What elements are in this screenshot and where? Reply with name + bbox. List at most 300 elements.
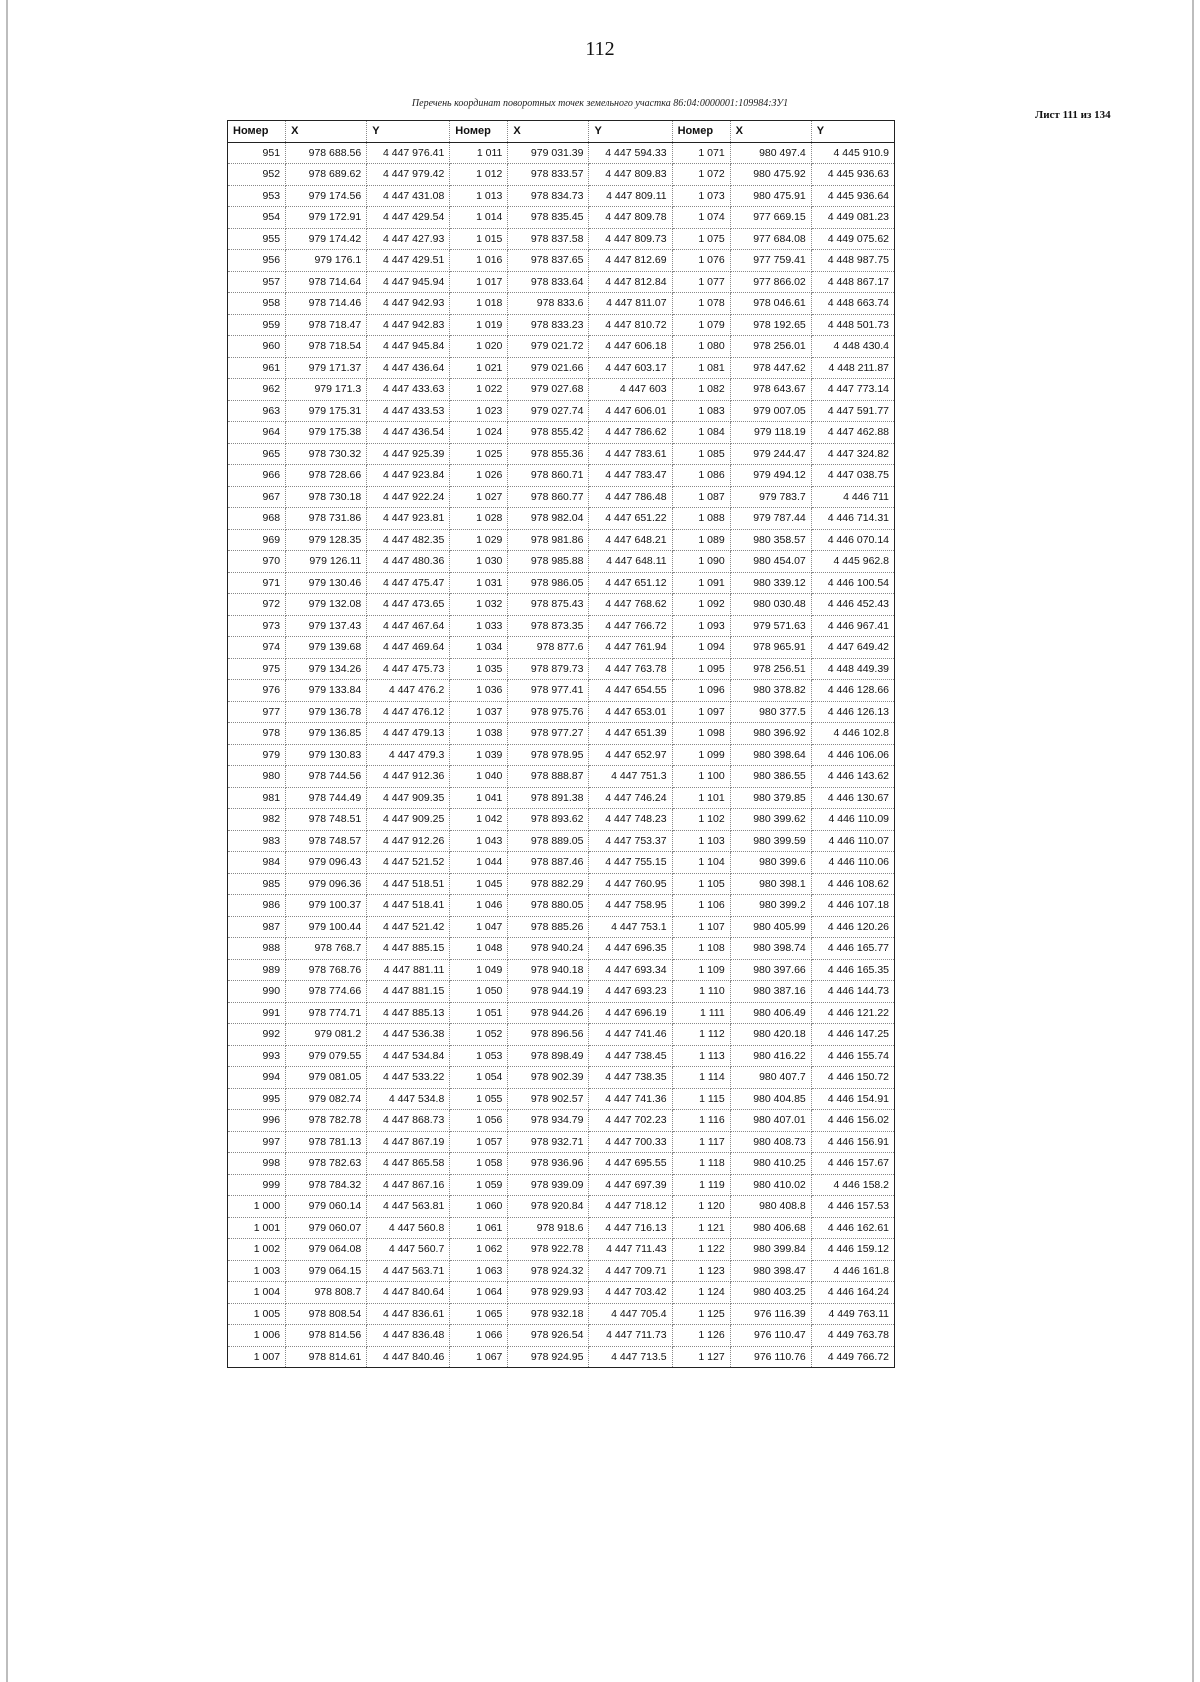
point-number: 983 <box>228 830 286 852</box>
point-number: 1 003 <box>228 1260 286 1282</box>
scan-edge-right <box>1192 0 1194 1682</box>
x-coordinate: 980 408.8 <box>730 1196 811 1218</box>
x-coordinate: 978 835.45 <box>508 207 589 229</box>
y-coordinate: 4 447 429.51 <box>367 250 450 272</box>
x-coordinate: 978 837.58 <box>508 228 589 250</box>
y-coordinate: 4 447 652.97 <box>589 744 672 766</box>
y-coordinate: 4 447 741.36 <box>589 1088 672 1110</box>
x-coordinate: 980 398.47 <box>730 1260 811 1282</box>
point-number: 974 <box>228 637 286 659</box>
y-coordinate: 4 447 591.77 <box>811 400 894 422</box>
point-number: 1 101 <box>672 787 730 809</box>
point-number: 1 071 <box>672 142 730 164</box>
x-coordinate: 979 133.84 <box>286 680 367 702</box>
x-coordinate: 979 007.05 <box>730 400 811 422</box>
point-number: 1 113 <box>672 1045 730 1067</box>
table-row <box>228 228 895 250</box>
point-number: 1 019 <box>450 314 508 336</box>
y-coordinate: 4 446 157.53 <box>811 1196 894 1218</box>
x-coordinate: 978 714.64 <box>286 271 367 293</box>
y-coordinate: 4 447 324.82 <box>811 443 894 465</box>
y-coordinate: 4 447 909.25 <box>367 809 450 831</box>
point-number: 992 <box>228 1024 286 1046</box>
point-number: 986 <box>228 895 286 917</box>
x-coordinate: 980 030.48 <box>730 594 811 616</box>
x-coordinate: 980 378.82 <box>730 680 811 702</box>
x-coordinate: 980 406.49 <box>730 1002 811 1024</box>
y-coordinate: 4 447 436.54 <box>367 422 450 444</box>
x-coordinate: 979 130.83 <box>286 744 367 766</box>
y-coordinate: 4 447 881.11 <box>367 959 450 981</box>
x-coordinate: 978 814.56 <box>286 1325 367 1347</box>
y-coordinate: 4 447 748.23 <box>589 809 672 831</box>
y-coordinate: 4 446 108.62 <box>811 873 894 895</box>
y-coordinate: 4 446 126.13 <box>811 701 894 723</box>
y-coordinate: 4 447 786.48 <box>589 486 672 508</box>
y-coordinate: 4 446 128.66 <box>811 680 894 702</box>
x-coordinate: 976 116.39 <box>730 1303 811 1325</box>
x-coordinate: 979 126.11 <box>286 551 367 573</box>
y-coordinate: 4 447 716.13 <box>589 1217 672 1239</box>
x-coordinate: 979 021.72 <box>508 336 589 358</box>
x-coordinate: 978 718.47 <box>286 314 367 336</box>
point-number: 1 074 <box>672 207 730 229</box>
x-coordinate: 978 718.54 <box>286 336 367 358</box>
x-coordinate: 979 060.07 <box>286 1217 367 1239</box>
point-number: 959 <box>228 314 286 336</box>
x-coordinate: 978 888.87 <box>508 766 589 788</box>
y-coordinate: 4 449 075.62 <box>811 228 894 250</box>
x-coordinate: 978 977.27 <box>508 723 589 745</box>
point-number: 963 <box>228 400 286 422</box>
point-number: 1 054 <box>450 1067 508 1089</box>
point-number: 1 053 <box>450 1045 508 1067</box>
point-number: 1 018 <box>450 293 508 315</box>
y-coordinate: 4 447 836.61 <box>367 1303 450 1325</box>
y-coordinate: 4 447 761.94 <box>589 637 672 659</box>
point-number: 1 014 <box>450 207 508 229</box>
x-coordinate: 979 064.15 <box>286 1260 367 1282</box>
point-number: 1 006 <box>228 1325 286 1347</box>
x-coordinate: 980 407.01 <box>730 1110 811 1132</box>
column-header: X <box>508 121 589 143</box>
point-number: 976 <box>228 680 286 702</box>
point-number: 1 043 <box>450 830 508 852</box>
sheet-label: Лист 111 из 134 <box>1035 109 1111 121</box>
y-coordinate: 4 447 711.73 <box>589 1325 672 1347</box>
y-coordinate: 4 447 746.24 <box>589 787 672 809</box>
point-number: 1 082 <box>672 379 730 401</box>
point-number: 1 023 <box>450 400 508 422</box>
table-row <box>228 1110 895 1132</box>
x-coordinate: 980 387.16 <box>730 981 811 1003</box>
point-number: 1 116 <box>672 1110 730 1132</box>
point-number: 1 032 <box>450 594 508 616</box>
point-number: 1 095 <box>672 658 730 680</box>
y-coordinate: 4 447 945.94 <box>367 271 450 293</box>
y-coordinate: 4 447 560.8 <box>367 1217 450 1239</box>
y-coordinate: 4 447 812.69 <box>589 250 672 272</box>
x-coordinate: 978 940.24 <box>508 938 589 960</box>
x-coordinate: 977 669.15 <box>730 207 811 229</box>
table-row <box>228 293 895 315</box>
point-number: 1 125 <box>672 1303 730 1325</box>
x-coordinate: 978 833.6 <box>508 293 589 315</box>
x-coordinate: 979 082.74 <box>286 1088 367 1110</box>
y-coordinate: 4 447 482.35 <box>367 529 450 551</box>
y-coordinate: 4 447 705.4 <box>589 1303 672 1325</box>
x-coordinate: 977 759.41 <box>730 250 811 272</box>
y-coordinate: 4 447 810.72 <box>589 314 672 336</box>
y-coordinate: 4 447 758.95 <box>589 895 672 917</box>
point-number: 1 041 <box>450 787 508 809</box>
x-coordinate: 978 689.62 <box>286 164 367 186</box>
y-coordinate: 4 446 155.74 <box>811 1045 894 1067</box>
table-row <box>228 379 895 401</box>
x-coordinate: 978 896.56 <box>508 1024 589 1046</box>
y-coordinate: 4 447 912.36 <box>367 766 450 788</box>
x-coordinate: 978 808.7 <box>286 1282 367 1304</box>
x-coordinate: 980 358.57 <box>730 529 811 551</box>
y-coordinate: 4 447 594.33 <box>589 142 672 164</box>
y-coordinate: 4 446 110.06 <box>811 852 894 874</box>
point-number: 988 <box>228 938 286 960</box>
x-coordinate: 978 918.6 <box>508 1217 589 1239</box>
y-coordinate: 4 446 159.12 <box>811 1239 894 1261</box>
column-header: Номер <box>450 121 508 143</box>
y-coordinate: 4 446 143.62 <box>811 766 894 788</box>
point-number: 972 <box>228 594 286 616</box>
point-number: 1 091 <box>672 572 730 594</box>
x-coordinate: 978 898.49 <box>508 1045 589 1067</box>
point-number: 977 <box>228 701 286 723</box>
point-number: 1 027 <box>450 486 508 508</box>
y-coordinate: 4 448 501.73 <box>811 314 894 336</box>
x-coordinate: 979 137.43 <box>286 615 367 637</box>
y-coordinate: 4 447 840.46 <box>367 1346 450 1368</box>
point-number: 993 <box>228 1045 286 1067</box>
x-coordinate: 978 192.65 <box>730 314 811 336</box>
table-row <box>228 744 895 766</box>
point-number: 990 <box>228 981 286 1003</box>
y-coordinate: 4 447 473.65 <box>367 594 450 616</box>
x-coordinate: 978 256.01 <box>730 336 811 358</box>
x-coordinate: 980 406.68 <box>730 1217 811 1239</box>
y-coordinate: 4 447 693.23 <box>589 981 672 1003</box>
y-coordinate: 4 446 150.72 <box>811 1067 894 1089</box>
table-row <box>228 1131 895 1153</box>
table-row <box>228 185 895 207</box>
x-coordinate: 980 397.66 <box>730 959 811 981</box>
column-header: X <box>286 121 367 143</box>
y-coordinate: 4 448 211.87 <box>811 357 894 379</box>
point-number: 955 <box>228 228 286 250</box>
point-number: 1 127 <box>672 1346 730 1368</box>
point-number: 975 <box>228 658 286 680</box>
point-number: 969 <box>228 529 286 551</box>
y-coordinate: 4 447 475.47 <box>367 572 450 594</box>
x-coordinate: 978 855.36 <box>508 443 589 465</box>
x-coordinate: 976 110.76 <box>730 1346 811 1368</box>
x-coordinate: 980 454.07 <box>730 551 811 573</box>
point-number: 1 060 <box>450 1196 508 1218</box>
x-coordinate: 980 403.25 <box>730 1282 811 1304</box>
x-coordinate: 980 398.64 <box>730 744 811 766</box>
y-coordinate: 4 447 773.14 <box>811 379 894 401</box>
table-row <box>228 1239 895 1261</box>
point-number: 1 123 <box>672 1260 730 1282</box>
y-coordinate: 4 447 603 <box>589 379 672 401</box>
y-coordinate: 4 447 753.37 <box>589 830 672 852</box>
x-coordinate: 978 860.71 <box>508 465 589 487</box>
x-coordinate: 978 932.18 <box>508 1303 589 1325</box>
point-number: 1 100 <box>672 766 730 788</box>
y-coordinate: 4 447 945.84 <box>367 336 450 358</box>
y-coordinate: 4 447 922.24 <box>367 486 450 508</box>
point-number: 1 035 <box>450 658 508 680</box>
point-number: 1 048 <box>450 938 508 960</box>
y-coordinate: 4 447 738.45 <box>589 1045 672 1067</box>
y-coordinate: 4 446 121.22 <box>811 1002 894 1024</box>
x-coordinate: 979 128.35 <box>286 529 367 551</box>
x-coordinate: 979 118.19 <box>730 422 811 444</box>
point-number: 1 025 <box>450 443 508 465</box>
point-number: 1 051 <box>450 1002 508 1024</box>
y-coordinate: 4 447 885.15 <box>367 938 450 960</box>
x-coordinate: 978 934.79 <box>508 1110 589 1132</box>
y-coordinate: 4 445 936.63 <box>811 164 894 186</box>
scan-edge-left <box>6 0 8 1682</box>
x-coordinate: 979 174.42 <box>286 228 367 250</box>
x-coordinate: 980 416.22 <box>730 1045 811 1067</box>
table-row <box>228 787 895 809</box>
x-coordinate: 978 833.64 <box>508 271 589 293</box>
x-coordinate: 980 399.84 <box>730 1239 811 1261</box>
x-coordinate: 980 410.25 <box>730 1153 811 1175</box>
point-number: 971 <box>228 572 286 594</box>
x-coordinate: 978 748.51 <box>286 809 367 831</box>
point-number: 1 104 <box>672 852 730 874</box>
point-number: 1 044 <box>450 852 508 874</box>
table-row <box>228 1325 895 1347</box>
x-coordinate: 979 130.46 <box>286 572 367 594</box>
y-coordinate: 4 447 836.48 <box>367 1325 450 1347</box>
x-coordinate: 980 475.92 <box>730 164 811 186</box>
y-coordinate: 4 447 865.58 <box>367 1153 450 1175</box>
x-coordinate: 978 855.42 <box>508 422 589 444</box>
table-row <box>228 766 895 788</box>
point-number: 1 063 <box>450 1260 508 1282</box>
y-coordinate: 4 447 711.43 <box>589 1239 672 1261</box>
y-coordinate: 4 447 475.73 <box>367 658 450 680</box>
point-number: 956 <box>228 250 286 272</box>
point-number: 1 087 <box>672 486 730 508</box>
x-coordinate: 979 031.39 <box>508 142 589 164</box>
y-coordinate: 4 447 976.41 <box>367 142 450 164</box>
table-row <box>228 1045 895 1067</box>
table-row <box>228 314 895 336</box>
y-coordinate: 4 445 910.9 <box>811 142 894 164</box>
x-coordinate: 978 986.05 <box>508 572 589 594</box>
point-number: 1 013 <box>450 185 508 207</box>
x-coordinate: 979 174.56 <box>286 185 367 207</box>
point-number: 1 017 <box>450 271 508 293</box>
y-coordinate: 4 447 702.23 <box>589 1110 672 1132</box>
y-coordinate: 4 447 563.71 <box>367 1260 450 1282</box>
y-coordinate: 4 447 433.63 <box>367 379 450 401</box>
x-coordinate: 978 046.61 <box>730 293 811 315</box>
column-header: Y <box>589 121 672 143</box>
y-coordinate: 4 446 110.07 <box>811 830 894 852</box>
y-coordinate: 4 447 518.41 <box>367 895 450 917</box>
table-header-row <box>228 121 895 143</box>
x-coordinate: 978 936.96 <box>508 1153 589 1175</box>
point-number: 1 086 <box>672 465 730 487</box>
point-number: 1 081 <box>672 357 730 379</box>
point-number: 960 <box>228 336 286 358</box>
point-number: 1 119 <box>672 1174 730 1196</box>
x-coordinate: 978 924.95 <box>508 1346 589 1368</box>
point-number: 952 <box>228 164 286 186</box>
point-number: 1 110 <box>672 981 730 1003</box>
point-number: 1 106 <box>672 895 730 917</box>
x-coordinate: 978 643.67 <box>730 379 811 401</box>
point-number: 999 <box>228 1174 286 1196</box>
column-header: X <box>730 121 811 143</box>
x-coordinate: 980 386.55 <box>730 766 811 788</box>
point-number: 1 092 <box>672 594 730 616</box>
point-number: 953 <box>228 185 286 207</box>
table-row <box>228 1088 895 1110</box>
point-number: 979 <box>228 744 286 766</box>
table-row <box>228 271 895 293</box>
x-coordinate: 979 064.08 <box>286 1239 367 1261</box>
y-coordinate: 4 447 648.11 <box>589 551 672 573</box>
y-coordinate: 4 446 714.31 <box>811 508 894 530</box>
y-coordinate: 4 447 479.13 <box>367 723 450 745</box>
x-coordinate: 980 475.91 <box>730 185 811 207</box>
x-coordinate: 978 714.46 <box>286 293 367 315</box>
point-number: 951 <box>228 142 286 164</box>
x-coordinate: 979 096.43 <box>286 852 367 874</box>
point-number: 1 122 <box>672 1239 730 1261</box>
y-coordinate: 4 447 783.47 <box>589 465 672 487</box>
x-coordinate: 978 939.09 <box>508 1174 589 1196</box>
x-coordinate: 980 399.2 <box>730 895 811 917</box>
x-coordinate: 979 081.05 <box>286 1067 367 1089</box>
x-coordinate: 978 873.35 <box>508 615 589 637</box>
x-coordinate: 980 399.59 <box>730 830 811 852</box>
x-coordinate: 979 176.1 <box>286 250 367 272</box>
point-number: 982 <box>228 809 286 831</box>
table-row <box>228 873 895 895</box>
point-number: 964 <box>228 422 286 444</box>
table-row <box>228 1002 895 1024</box>
x-coordinate: 979 175.31 <box>286 400 367 422</box>
y-coordinate: 4 447 427.93 <box>367 228 450 250</box>
y-coordinate: 4 446 147.25 <box>811 1024 894 1046</box>
x-coordinate: 978 730.32 <box>286 443 367 465</box>
point-number: 1 002 <box>228 1239 286 1261</box>
table-row <box>228 1346 895 1368</box>
y-coordinate: 4 447 809.78 <box>589 207 672 229</box>
y-coordinate: 4 447 867.19 <box>367 1131 450 1153</box>
point-number: 973 <box>228 615 286 637</box>
x-coordinate: 978 774.66 <box>286 981 367 1003</box>
y-coordinate: 4 447 923.84 <box>367 465 450 487</box>
y-coordinate: 4 447 979.42 <box>367 164 450 186</box>
point-number: 1 046 <box>450 895 508 917</box>
table-row <box>228 615 895 637</box>
table-row <box>228 400 895 422</box>
table-row <box>228 1303 895 1325</box>
point-number: 1 080 <box>672 336 730 358</box>
point-number: 1 117 <box>672 1131 730 1153</box>
x-coordinate: 979 171.3 <box>286 379 367 401</box>
y-coordinate: 4 447 480.36 <box>367 551 450 573</box>
table-row <box>228 895 895 917</box>
point-number: 1 028 <box>450 508 508 530</box>
x-coordinate: 979 494.12 <box>730 465 811 487</box>
table-row <box>228 357 895 379</box>
point-number: 1 057 <box>450 1131 508 1153</box>
x-coordinate: 978 784.32 <box>286 1174 367 1196</box>
point-number: 1 059 <box>450 1174 508 1196</box>
point-number: 961 <box>228 357 286 379</box>
point-number: 1 052 <box>450 1024 508 1046</box>
y-coordinate: 4 447 603.17 <box>589 357 672 379</box>
point-number: 1 016 <box>450 250 508 272</box>
y-coordinate: 4 447 942.83 <box>367 314 450 336</box>
x-coordinate: 978 782.63 <box>286 1153 367 1175</box>
y-coordinate: 4 447 462.88 <box>811 422 894 444</box>
x-coordinate: 980 396.92 <box>730 723 811 745</box>
point-number: 998 <box>228 1153 286 1175</box>
point-number: 954 <box>228 207 286 229</box>
y-coordinate: 4 446 967.41 <box>811 615 894 637</box>
x-coordinate: 980 405.99 <box>730 916 811 938</box>
x-coordinate: 978 926.54 <box>508 1325 589 1347</box>
point-number: 1 090 <box>672 551 730 573</box>
x-coordinate: 979 783.7 <box>730 486 811 508</box>
table-row <box>228 336 895 358</box>
table-row <box>228 938 895 960</box>
table-row <box>228 1217 895 1239</box>
y-coordinate: 4 447 696.35 <box>589 938 672 960</box>
point-number: 1 036 <box>450 680 508 702</box>
y-coordinate: 4 447 479.3 <box>367 744 450 766</box>
x-coordinate: 980 420.18 <box>730 1024 811 1046</box>
point-number: 1 031 <box>450 572 508 594</box>
point-number: 1 039 <box>450 744 508 766</box>
y-coordinate: 4 447 038.75 <box>811 465 894 487</box>
point-number: 957 <box>228 271 286 293</box>
point-number: 1 029 <box>450 529 508 551</box>
table-row <box>228 830 895 852</box>
x-coordinate: 978 837.65 <box>508 250 589 272</box>
point-number: 1 062 <box>450 1239 508 1261</box>
y-coordinate: 4 446 107.18 <box>811 895 894 917</box>
x-coordinate: 978 891.38 <box>508 787 589 809</box>
y-coordinate: 4 447 469.64 <box>367 637 450 659</box>
y-coordinate: 4 447 738.35 <box>589 1067 672 1089</box>
table-row <box>228 658 895 680</box>
column-header: Номер <box>672 121 730 143</box>
y-coordinate: 4 447 760.95 <box>589 873 672 895</box>
y-coordinate: 4 447 534.8 <box>367 1088 450 1110</box>
point-number: 981 <box>228 787 286 809</box>
y-coordinate: 4 447 703.42 <box>589 1282 672 1304</box>
